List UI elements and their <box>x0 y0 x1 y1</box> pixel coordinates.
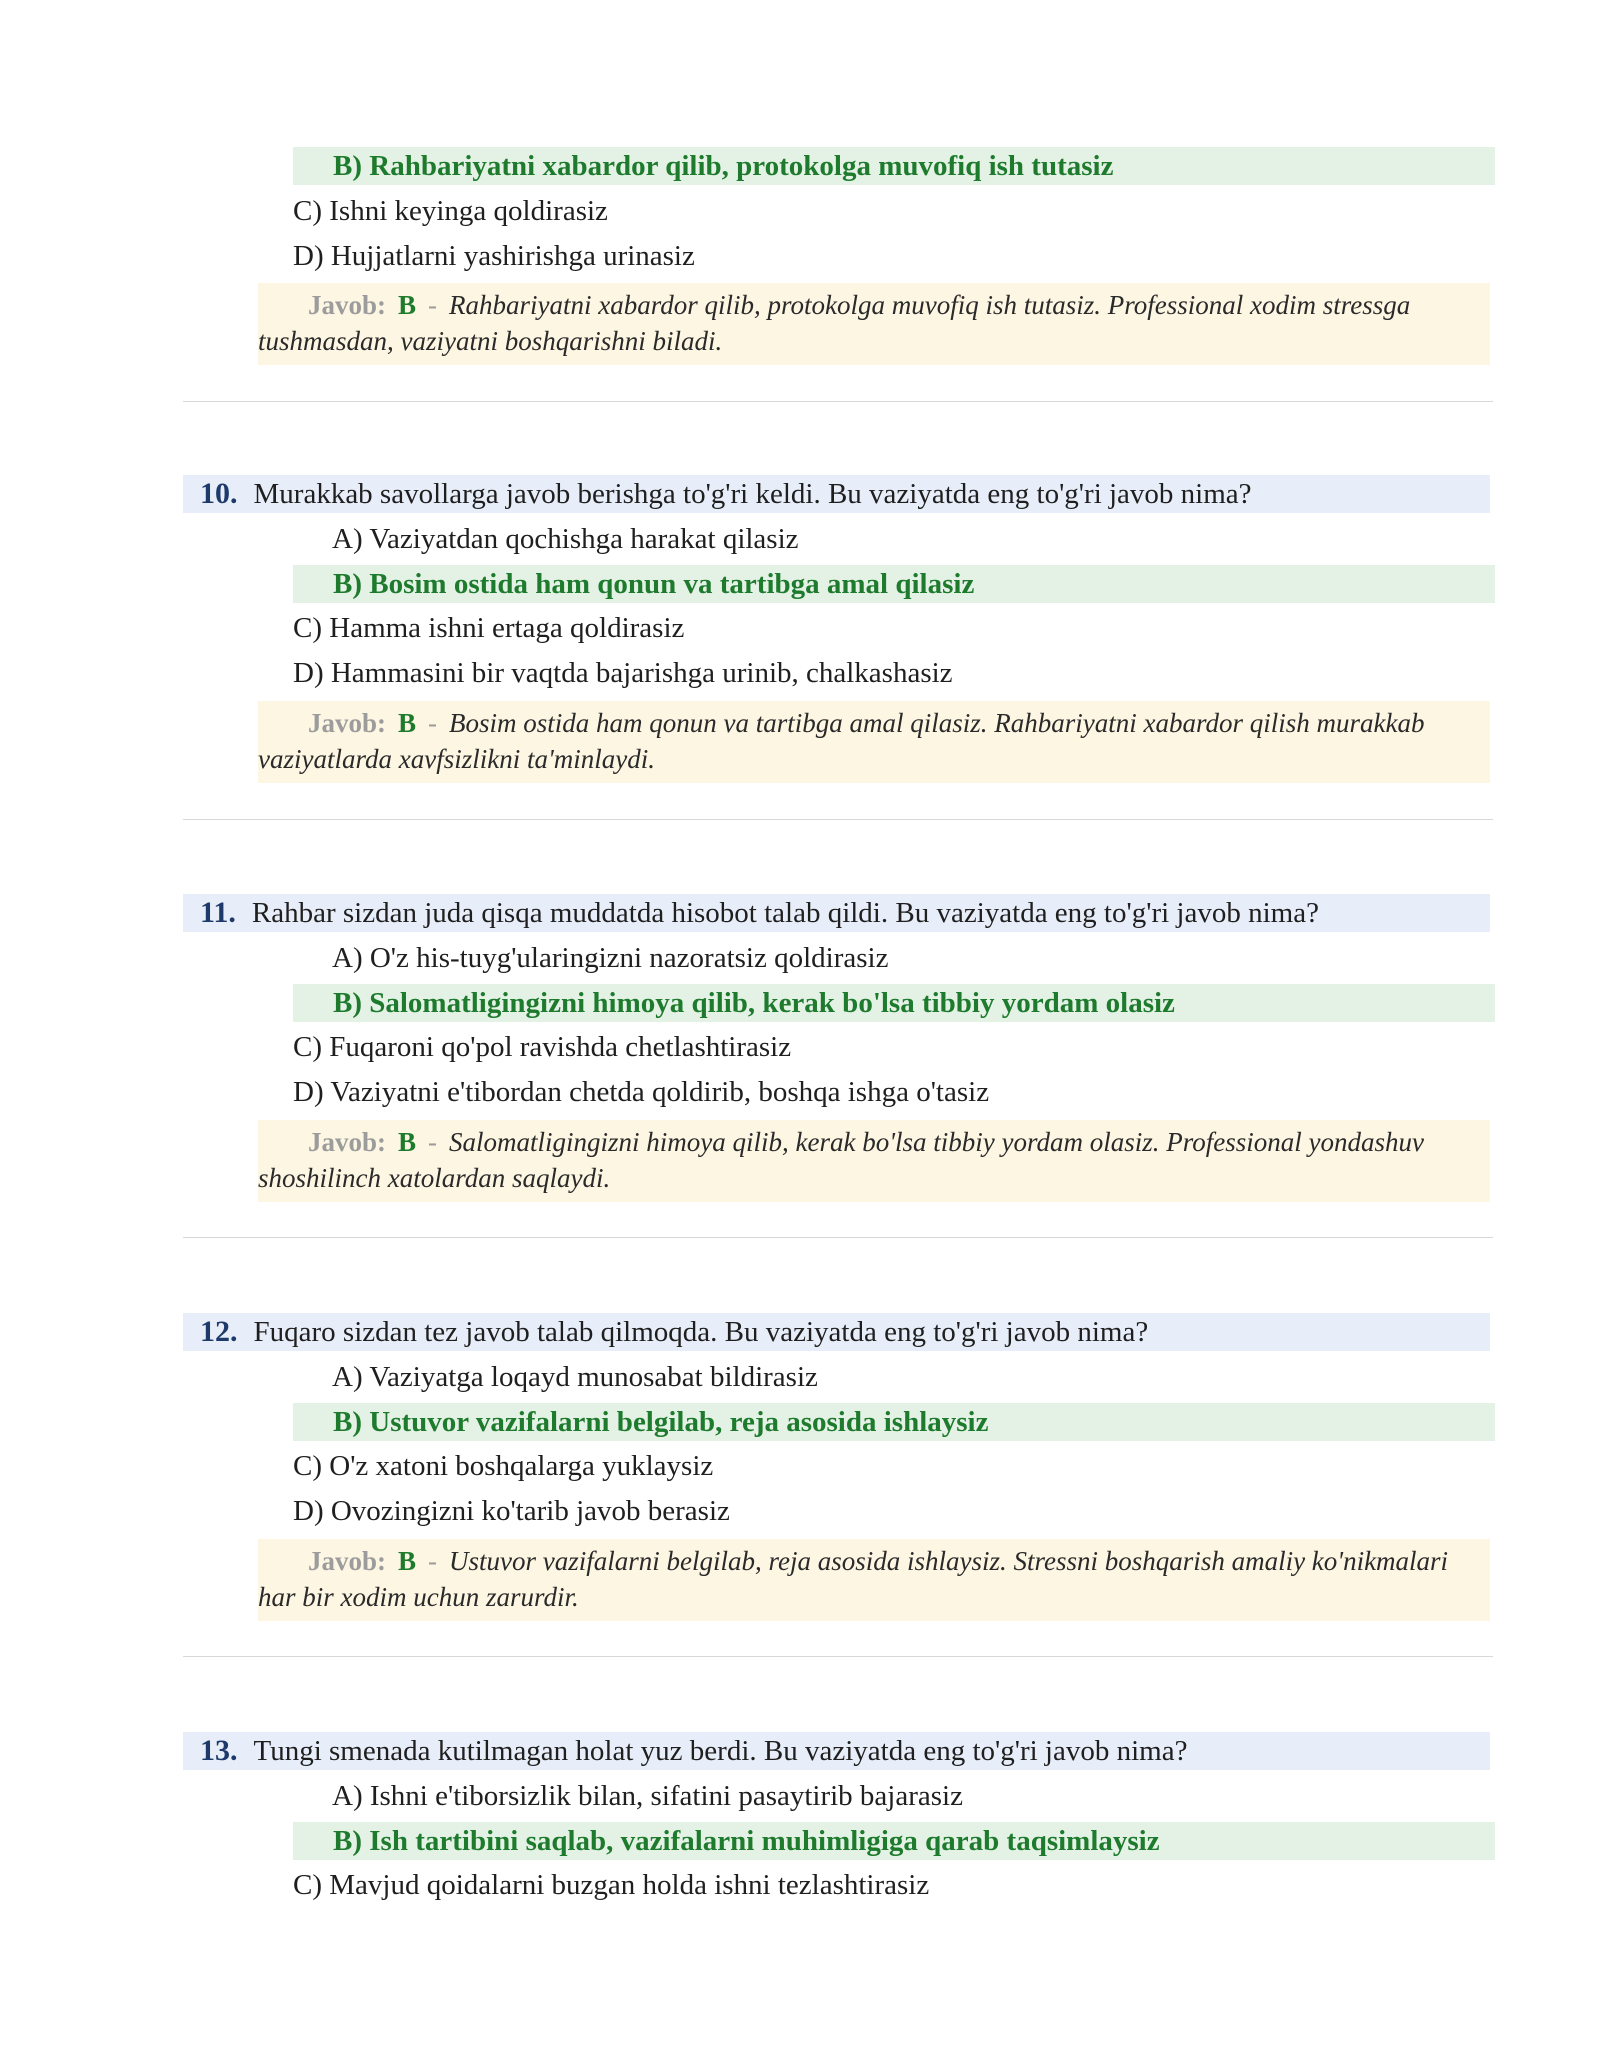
separator <box>183 1656 1493 1657</box>
question-text: Fuqaro sizdan tez javob talab qilmoqda. Bu vaziyatda eng to'g'ri javob nima? <box>253 1316 1149 1348</box>
separator <box>183 1237 1493 1238</box>
q9-option-c: C) Ishni keyinga qoldirasiz <box>293 195 608 227</box>
answer-letter: B <box>398 708 417 738</box>
q9-option-d: D) Hujjatlarni yashirishga urinasiz <box>293 240 695 272</box>
q11-answer-box <box>258 1120 1490 1202</box>
q13-question-row <box>183 1732 1490 1770</box>
q12-option-a: A) Vaziyatga loqayd munosabat bildirasiz <box>332 1361 818 1393</box>
q12-option-d: D) Ovozingizni ko'tarib javob berasiz <box>293 1495 730 1527</box>
question-number: 12. <box>200 1315 238 1348</box>
answer-letter: B <box>398 1127 417 1157</box>
answer-label: Javob: <box>308 1546 387 1576</box>
q13-option-a: A) Ishni e'tiborsizlik bilan, sifatini pasaytirib bajarasiz <box>332 1780 963 1812</box>
q12-option-b-correct: B) Ustuvor vazifalarni belgilab, reja asosida ishlaysiz <box>293 1403 1495 1441</box>
answer-dash: - <box>428 1127 438 1157</box>
q10-answer-box <box>258 701 1490 783</box>
q13-option-b-correct: B) Ish tartibini saqlab, vazifalarni muhimligiga qarab taqsimlaysiz <box>293 1822 1495 1860</box>
q12-answer-box <box>258 1539 1490 1621</box>
question-number: 11. <box>200 896 236 929</box>
answer-letter: B <box>398 290 417 320</box>
answer-explanation: Salomatligingizni himoya qilib, kerak bo'lsa tibbiy yordam olasiz. Professional yondashuv shoshilinch xatolardan saqlaydi. <box>258 1127 1424 1193</box>
q10-option-d: D) Hammasini bir vaqtda bajarishga urinib, chalkashasiz <box>293 657 953 689</box>
q11-option-d: D) Vaziyatni e'tibordan chetda qoldirib, boshqa ishga o'tasiz <box>293 1076 990 1108</box>
answer-letter: B <box>398 1546 417 1576</box>
separator <box>183 401 1493 402</box>
q11-question-row <box>183 894 1490 932</box>
answer-dash: - <box>428 290 438 320</box>
q10-option-a: A) Vaziyatdan qochishga harakat qilasiz <box>332 523 799 555</box>
q12-option-c: C) O'z xatoni boshqalarga yuklaysiz <box>293 1450 714 1482</box>
q11-option-a: A) O'z his-tuyg'ularingizni nazoratsiz qoldirasiz <box>332 942 889 974</box>
question-text: Tungi smenada kutilmagan holat yuz berdi. Bu vaziyatda eng to'g'ri javob nima? <box>253 1735 1188 1767</box>
q9-answer-box <box>258 283 1490 365</box>
q10-option-c: C) Hamma ishni ertaga qoldirasiz <box>293 612 685 644</box>
q11-option-b-correct: B) Salomatligingizni himoya qilib, kerak bo'lsa tibbiy yordam olasiz <box>293 984 1495 1022</box>
answer-explanation: Rahbariyatni xabardor qilib, protokolga muvofiq ish tutasiz. Professional xodim stressga tushmasdan, vaziyatni boshqarishni biladi. <box>258 290 1411 356</box>
q12-question-row <box>183 1313 1490 1351</box>
separator <box>183 819 1493 820</box>
q11-option-c: C) Fuqaroni qo'pol ravishda chetlashtirasiz <box>293 1031 792 1063</box>
question-text: Murakkab savollarga javob berishga to'g'ri keldi. Bu vaziyatda eng to'g'ri javob nima? <box>253 478 1252 510</box>
q10-question-row <box>183 475 1490 513</box>
answer-explanation: Ustuvor vazifalarni belgilab, reja asosida ishlaysiz. Stressni boshqarish amaliy ko'nikmalari har bir xodim uchun zarurdir. <box>258 1546 1449 1612</box>
answer-dash: - <box>428 1546 438 1576</box>
q13-option-c: C) Mavjud qoidalarni buzgan holda ishni tezlashtirasiz <box>293 1869 930 1901</box>
answer-explanation: Bosim ostida ham qonun va tartibga amal qilasiz. Rahbariyatni xabardor qilish murakkab vaziyatlarda xavfsizlikni ta'minlaydi. <box>258 708 1425 774</box>
question-number: 10. <box>200 477 238 510</box>
question-text: Rahbar sizdan juda qisqa muddatda hisobot talab qildi. Bu vaziyatda eng to'g'ri javob nima? <box>251 897 1319 929</box>
answer-label: Javob: <box>308 290 387 320</box>
question-number: 13. <box>200 1734 238 1767</box>
answer-label: Javob: <box>308 708 387 738</box>
answer-label: Javob: <box>308 1127 387 1157</box>
q9-option-b-correct: B) Rahbariyatni xabardor qilib, protokolga muvofiq ish tutasiz <box>293 147 1495 185</box>
answer-dash: - <box>428 708 438 738</box>
q10-option-b-correct: B) Bosim ostida ham qonun va tartibga amal qilasiz <box>293 565 1495 603</box>
